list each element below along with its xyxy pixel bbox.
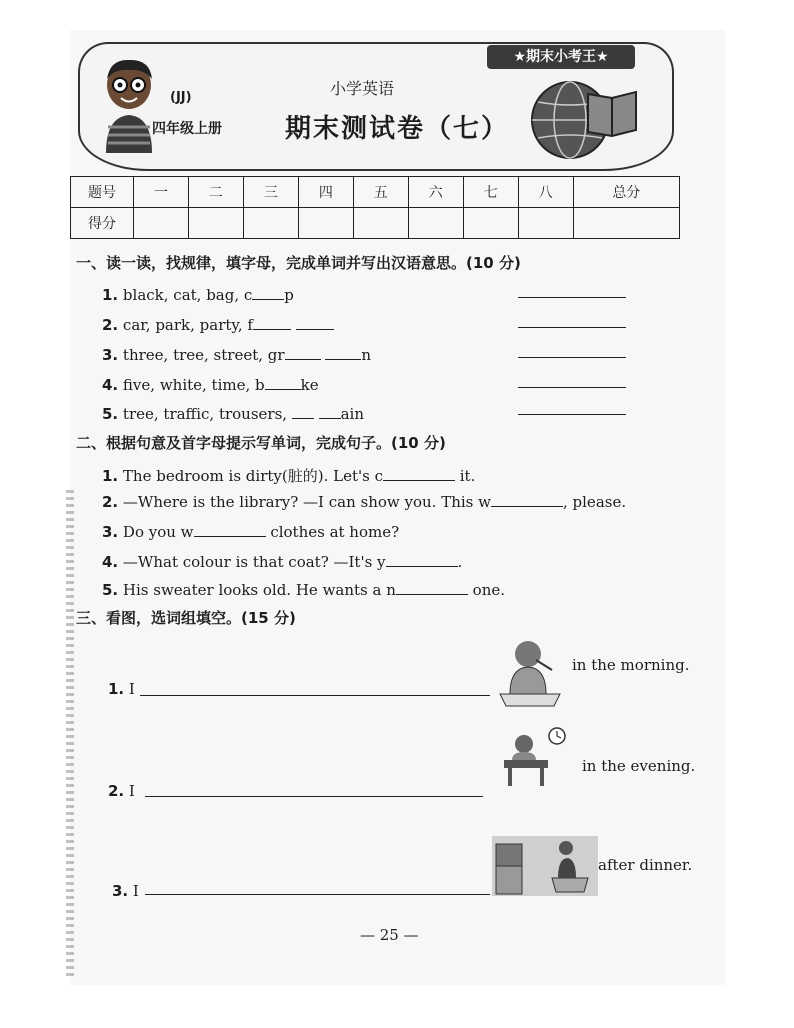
column-header: 三 (243, 177, 298, 208)
section3-heading: 三、看图，选词组填空。(15 分) (76, 609, 296, 627)
score-cell[interactable] (353, 208, 408, 239)
letter-blank[interactable] (319, 404, 341, 419)
item-number: 4. (102, 376, 119, 394)
score-cell[interactable] (188, 208, 243, 239)
letter-blank[interactable] (252, 285, 284, 300)
word-blank[interactable] (194, 522, 266, 537)
meaning-answer-line[interactable] (518, 414, 626, 415)
word-pattern: tree, traffic, trousers, (122, 405, 288, 423)
score-cell[interactable] (298, 208, 353, 239)
s3-item-end: after dinner. (598, 856, 693, 874)
sentence-start: —What colour is that coat? —It's y (122, 553, 386, 571)
phrase-answer-line[interactable] (145, 796, 483, 797)
meaning-answer-line[interactable] (518, 357, 626, 358)
item-number: 5. (102, 405, 119, 423)
section2-heading: 二、根据句意及首字母提示写单词，完成句子。(10 分) (76, 434, 446, 452)
sentence-start: —Where is the library? —I can show you. This w (122, 493, 491, 511)
score-cell[interactable] (518, 208, 573, 239)
item-number: 3. (102, 346, 119, 364)
s3-item (108, 680, 135, 698)
s2-item (102, 465, 475, 486)
score-cell[interactable] (463, 208, 518, 239)
column-header: 总分 (573, 177, 679, 208)
globe-book-icon (528, 72, 638, 164)
item-number: 2. (108, 782, 125, 800)
child-brushing-teeth-icon (490, 636, 568, 708)
section1-heading: 一、读一读，找规律，填字母，完成单词并写出汉语意思。(10 分) (76, 254, 521, 272)
column-header: 六 (408, 177, 463, 208)
column-header: 一 (134, 177, 189, 208)
child-doing-homework-icon (500, 726, 572, 788)
sentence-start: Do you w (122, 523, 194, 541)
word-pattern: three, tree, street, gr (122, 346, 285, 364)
letter-blank[interactable] (325, 345, 361, 360)
sentence-start: I (128, 782, 135, 800)
word-pattern: five, white, time, b (122, 376, 265, 394)
word-blank[interactable] (396, 580, 468, 595)
s3-item-end: in the evening. (582, 757, 696, 775)
sentence-end: one. (472, 581, 506, 599)
item-number: 1. (102, 286, 119, 304)
row-label: 得分 (71, 208, 134, 239)
s1-item (102, 345, 371, 364)
letter-blank[interactable] (296, 315, 334, 330)
word-end: ke (300, 376, 319, 394)
column-header: 七 (463, 177, 518, 208)
s1-item (102, 285, 294, 304)
word-pattern: car, park, party, f (122, 316, 253, 334)
sentence-end: clothes at home? (270, 523, 400, 541)
s3-item (112, 882, 139, 900)
edition-label: (JJ) (170, 90, 192, 105)
score-table (70, 176, 680, 239)
series-tag: ★期末小考王★ (487, 45, 635, 69)
s1-item (102, 315, 334, 334)
score-cell[interactable] (573, 208, 679, 239)
letter-blank[interactable] (253, 315, 291, 330)
boy-avatar-icon (98, 55, 160, 153)
phrase-answer-line[interactable] (140, 695, 490, 696)
phrase-answer-line[interactable] (145, 894, 490, 895)
score-header-row (71, 177, 680, 208)
item-number: 1. (102, 467, 119, 485)
letter-blank[interactable] (265, 375, 301, 390)
s2-item (102, 580, 505, 599)
s1-item (102, 404, 364, 423)
score-cell[interactable] (243, 208, 298, 239)
item-number: 2. (102, 316, 119, 334)
meaning-answer-line[interactable] (518, 297, 626, 298)
item-number: 4. (102, 553, 119, 571)
s3-item-end: in the morning. (572, 656, 690, 674)
column-header: 五 (353, 177, 408, 208)
s2-item (102, 492, 626, 511)
grade-label: 四年级上册 (152, 121, 222, 137)
item-number: 2. (102, 493, 119, 511)
score-cell[interactable] (408, 208, 463, 239)
sentence-end: , please. (563, 493, 627, 511)
sentence-end: it. (459, 467, 476, 485)
sentence-start: I (132, 882, 139, 900)
word-end: p (284, 286, 294, 304)
word-blank[interactable] (491, 492, 563, 507)
exam-title: 期末测试卷（七） (285, 114, 510, 144)
subject-label: 小学英语 (330, 79, 395, 98)
perforation-edge (66, 490, 74, 980)
score-cell[interactable] (134, 208, 189, 239)
letter-blank[interactable] (285, 345, 321, 360)
sentence-start: The bedroom is dirty(脏的). Let's c (122, 467, 383, 485)
column-header: 八 (518, 177, 573, 208)
s2-item (102, 522, 399, 541)
s3-item (108, 782, 135, 800)
sentence-start: I (128, 680, 135, 698)
item-number: 5. (102, 581, 119, 599)
column-header: 四 (298, 177, 353, 208)
item-number: 1. (108, 680, 125, 698)
word-pattern: black, cat, bag, c (122, 286, 253, 304)
page-number: — 25 — (360, 926, 419, 944)
meaning-answer-line[interactable] (518, 327, 626, 328)
word-end: n (361, 346, 371, 364)
letter-blank[interactable] (292, 404, 314, 419)
item-number: 3. (102, 523, 119, 541)
meaning-answer-line[interactable] (518, 387, 626, 388)
word-end: ain (340, 405, 365, 423)
s2-item (102, 552, 462, 571)
row-label: 题号 (71, 177, 134, 208)
sentence-end: . (457, 553, 463, 571)
column-header: 二 (188, 177, 243, 208)
word-blank[interactable] (383, 466, 455, 481)
word-blank[interactable] (386, 552, 458, 567)
s1-item (102, 375, 319, 394)
item-number: 3. (112, 882, 129, 900)
child-watching-tv-icon (492, 836, 598, 896)
score-value-row (71, 208, 680, 239)
sentence-start: His sweater looks old. He wants a n (122, 581, 396, 599)
